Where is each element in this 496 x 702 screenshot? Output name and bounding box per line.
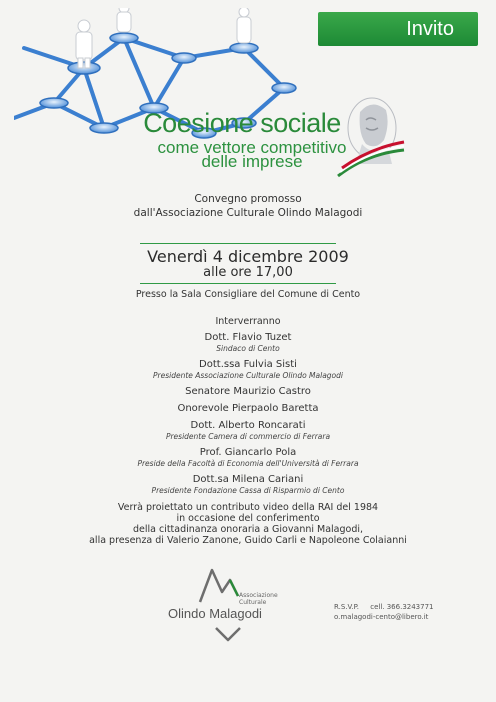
subtitle-line-2: delle imprese [201, 152, 303, 171]
rsvp-block [334, 601, 434, 613]
event-time: alle ore 17,00 [203, 265, 293, 280]
event-venue: Presso la Sala Consigliare del Comune di Cento [135, 289, 361, 300]
speakers-list [0, 316, 496, 496]
rsvp-email: o.malagodi-cento@libero.it [334, 613, 429, 621]
speaker-name: Dott. Alberto Roncarati [190, 420, 306, 431]
logo-name: Olindo Malagodi [168, 606, 262, 621]
speaker-name: Prof. Giancarlo Pola [199, 447, 297, 458]
promo-line-2: dall'Associazione Culturale Olindo Malagodi [133, 207, 363, 219]
rsvp-label: R.S.V.P. [334, 603, 359, 611]
video-note [0, 502, 496, 546]
subtitle-line-1: come vettore competitivo [157, 138, 347, 157]
speaker-item [0, 403, 496, 415]
main-title: Coesione sociale [143, 108, 341, 138]
speaker-item [0, 474, 496, 496]
speaker-role: Presidente Associazione Culturale Olindo Malagodi [152, 371, 343, 380]
divider-top [140, 243, 336, 244]
speaker-role: Preside della Facoltà di Economia dell'Università di Ferrara [137, 459, 359, 468]
speakers-heading: Interverranno [215, 316, 281, 327]
speaker-item [0, 420, 496, 442]
logo-assoc-line-2: Culturale [239, 599, 267, 606]
speaker-name: Dott.sa Milena Cariani [192, 474, 304, 485]
invite-badge: Invito [318, 12, 478, 46]
promoter-block [0, 192, 496, 220]
speaker-name: Dott. Flavio Tuzet [204, 332, 292, 343]
logo-assoc-line-1: Associazione [239, 592, 278, 599]
logo-association-label [239, 592, 278, 606]
speaker-item [0, 447, 496, 469]
speaker-role: Presidente Fondazione Cassa di Risparmio di Cento [151, 486, 345, 495]
event-date: Venerdì 4 dicembre 2009 [147, 247, 349, 266]
speaker-name: Onorevole Pierpaolo Baretta [177, 403, 319, 414]
speaker-item [0, 359, 496, 381]
speaker-name: Dott.ssa Fulvia Sisti [199, 359, 297, 370]
promo-line-1: Convegno promosso [194, 193, 302, 205]
speaker-name: Senatore Maurizio Castro [185, 386, 311, 397]
note-line-3: della cittadinanza onoraria a Giovanni Malagodi, [132, 524, 364, 535]
speaker-role: Presidente Camera di commercio di Ferrara [165, 432, 331, 441]
rsvp-phone: cell. 366.3243771 [370, 603, 434, 611]
speaker-role: Sindaco di Cento [216, 344, 280, 353]
note-line-4: alla presenza di Valerio Zanone, Guido Carli e Napoleone Colaianni [89, 535, 407, 546]
note-line-1: Verrà proiettato un contributo video della RAI del 1984 [117, 502, 379, 513]
speaker-item [0, 332, 496, 354]
speaker-item [0, 386, 496, 398]
note-line-2: in occasione del conferimento [176, 513, 320, 524]
divider-bottom [140, 283, 336, 284]
